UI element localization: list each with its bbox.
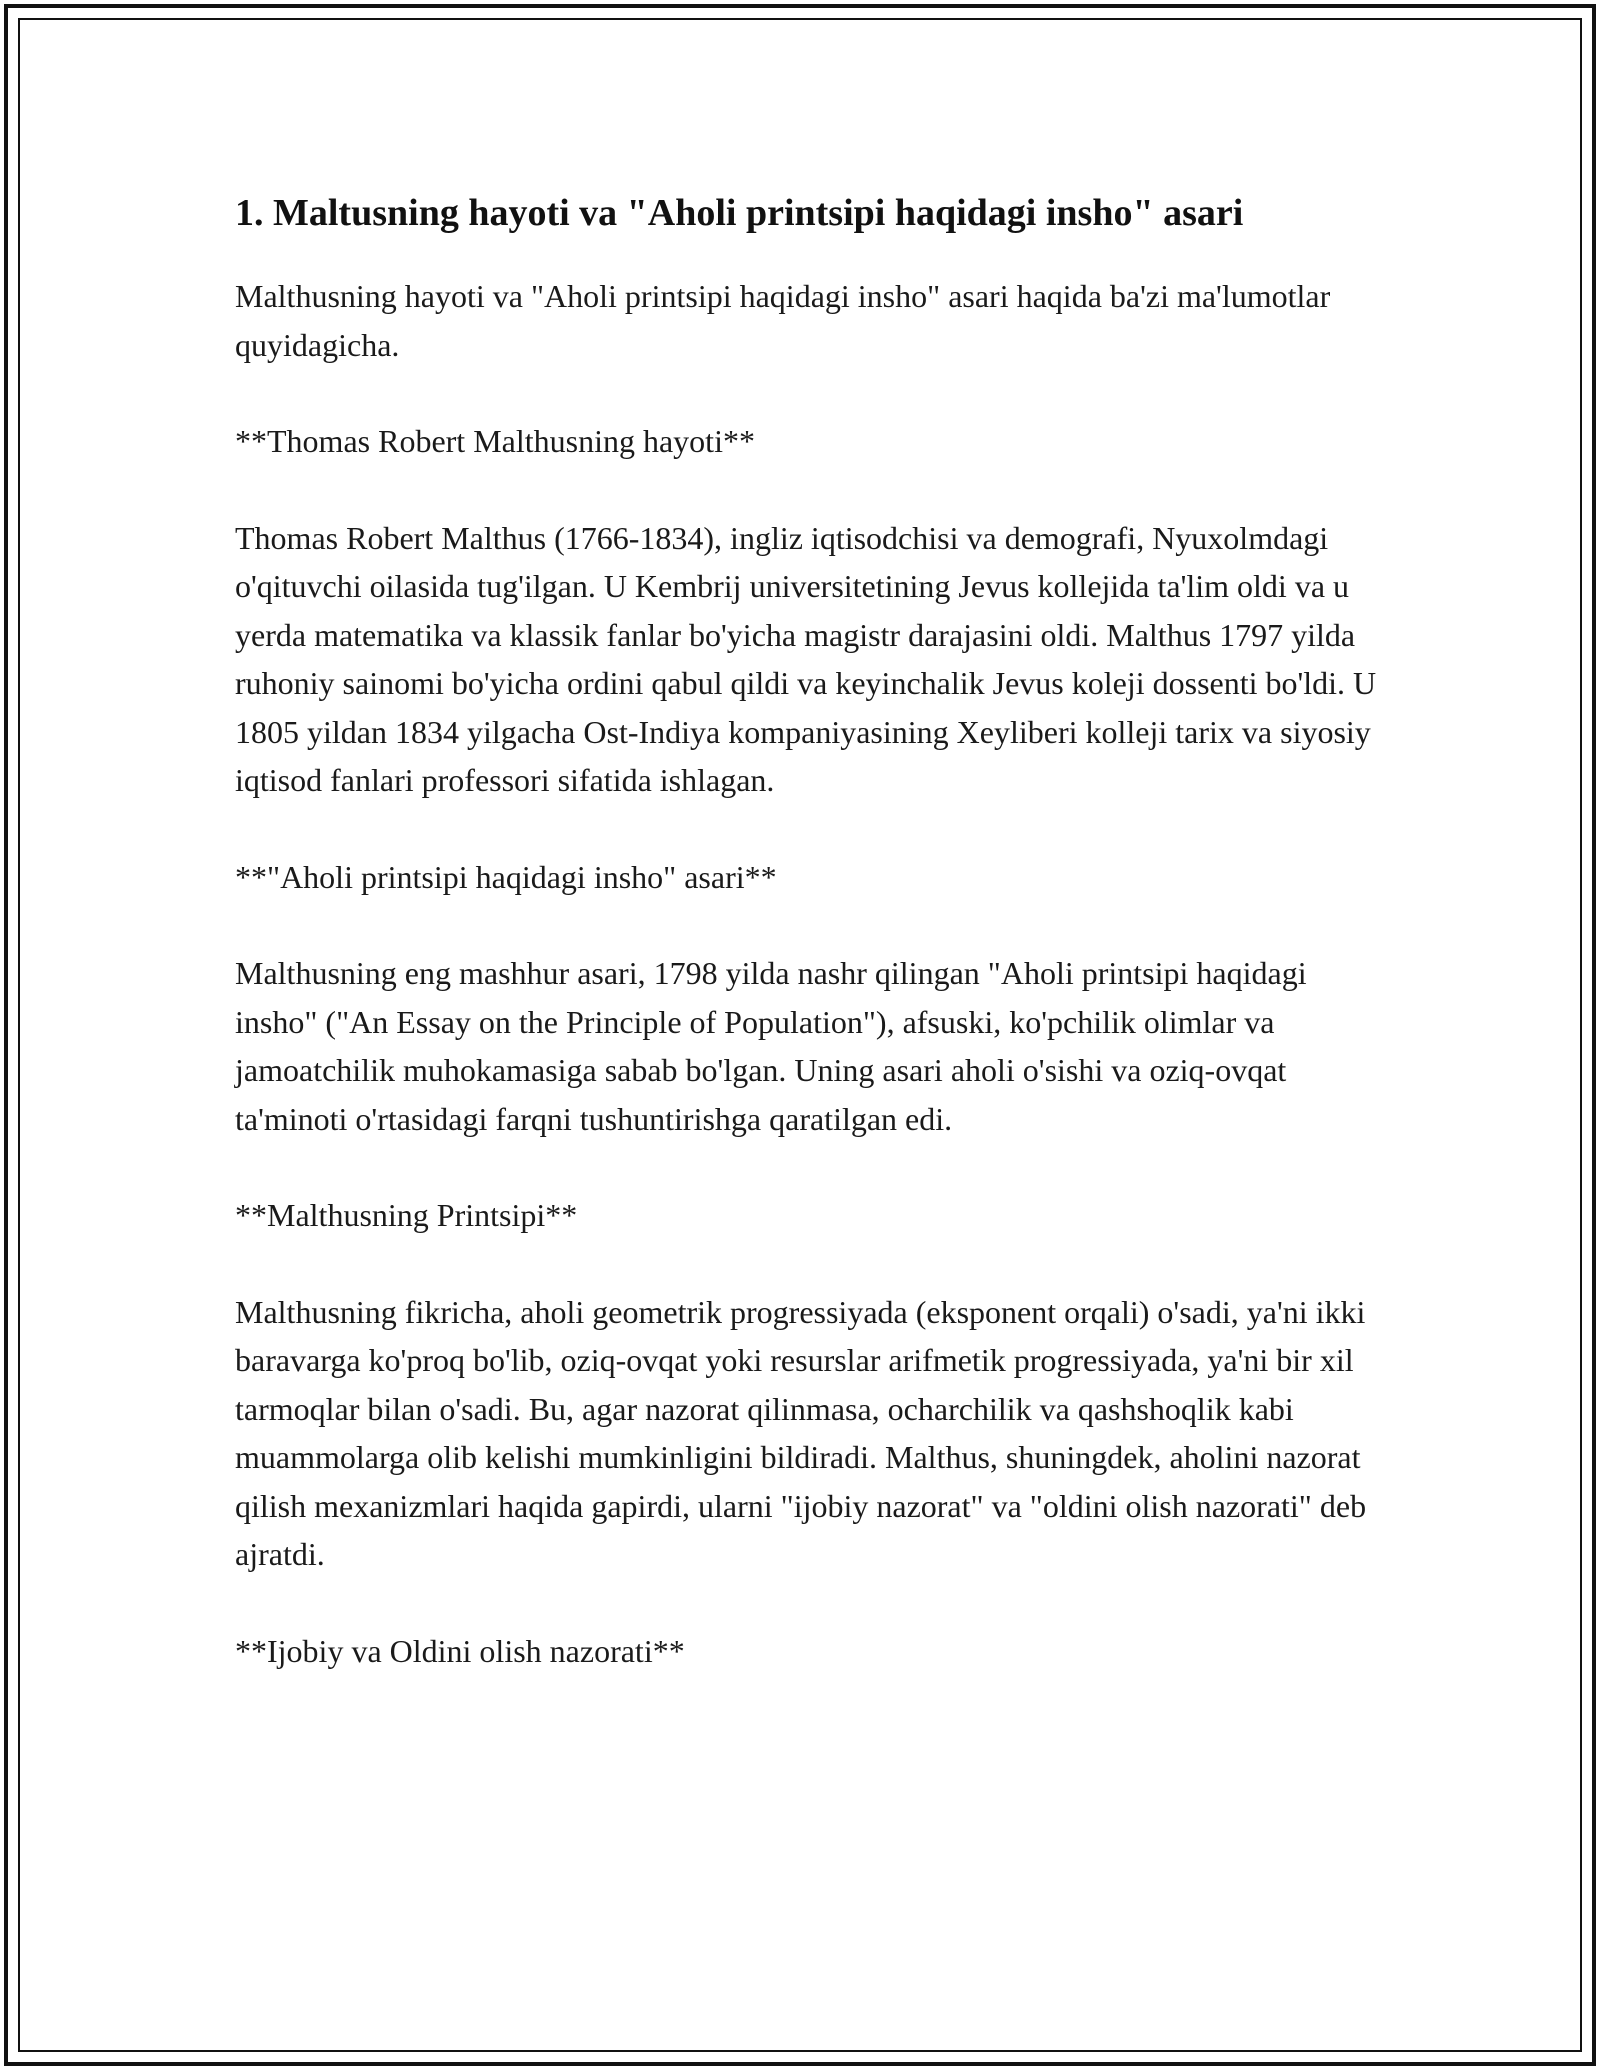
- life-paragraph: Thomas Robert Malthus (1766-1834), ingliz iqtisodchisi va demografi, Nyuxolmdagi o'qituvchi oilasida tug'ilgan. U Kembrij universitetining Jevus kollejida ta'lim oldi va u yerda matematika va klassik fanlar bo'yicha magistr darajasini oldi. Malthus 1797 yilda ruhoniy sainomi bo'yicha ordini qabul qildi va keyinchalik Jevus koleji dossenti bo'ldi. U 1805 yildan 1834 yilgacha Ost-Indiya kompaniyasining Xeyliberi kolleji tarix va siyosiy iqtisod fanlari professori sifatida ishlagan.: [235, 519, 1377, 798]
- section-heading-principle: **Malthusning Printsipi**: [235, 1197, 578, 1233]
- section-heading-life: **Thomas Robert Malthusning hayoti**: [235, 423, 755, 459]
- document-title: 1. Maltusning hayoti va "Aholi printsipi haqidagi insho" asari: [235, 192, 1244, 234]
- section-heading-essay: **"Aholi printsipi haqidagi insho" asari**: [235, 858, 777, 895]
- principle-paragraph: Malthusning fikricha, aholi geometrik progressiyada (eksponent orqali) o'sadi, ya'ni ikki baravarga ko'proq bo'lib, oziq-ovqat yoki resurslar arifmetik progressiyada, ya'ni bir xil tarmoqlar bilan o'sadi. Bu, agar nazorat qilinmasa, ocharchilik va qashshoqlik kabi muammolarga olib kelishi mumkinligini bildiradi. Malthus, shuningdek, aholini nazorat qilish mexanizmlari haqida gapirdi, ularni "ijobiy nazorat" va "oldini olish nazorati" deb ajratdi.: [235, 1293, 1367, 1572]
- document-body: [235, 188, 1385, 1723]
- essay-paragraph: Malthusning eng mashhur asari, 1798 yilda nashr qilingan "Aholi printsipi haqidagi insho" ("An Essay on the Principle of Population"), afsuski, ko'pchilik olimlar va jamoatchilik muhokamasiga sabab bo'lgan. Uning asari aholi o'sishi va oziq-ovqat ta'minoti o'rtasidagi farqni tushuntirishga qaratilgan edi.: [235, 955, 1307, 1137]
- intro-paragraph: Malthusning hayoti va "Aholi printsipi haqidagi insho" asari haqida ba'zi ma'lumotlar quyidagicha.: [235, 278, 1331, 363]
- section-heading-checks: **Ijobiy va Oldini olish nazorati**: [235, 1632, 685, 1669]
